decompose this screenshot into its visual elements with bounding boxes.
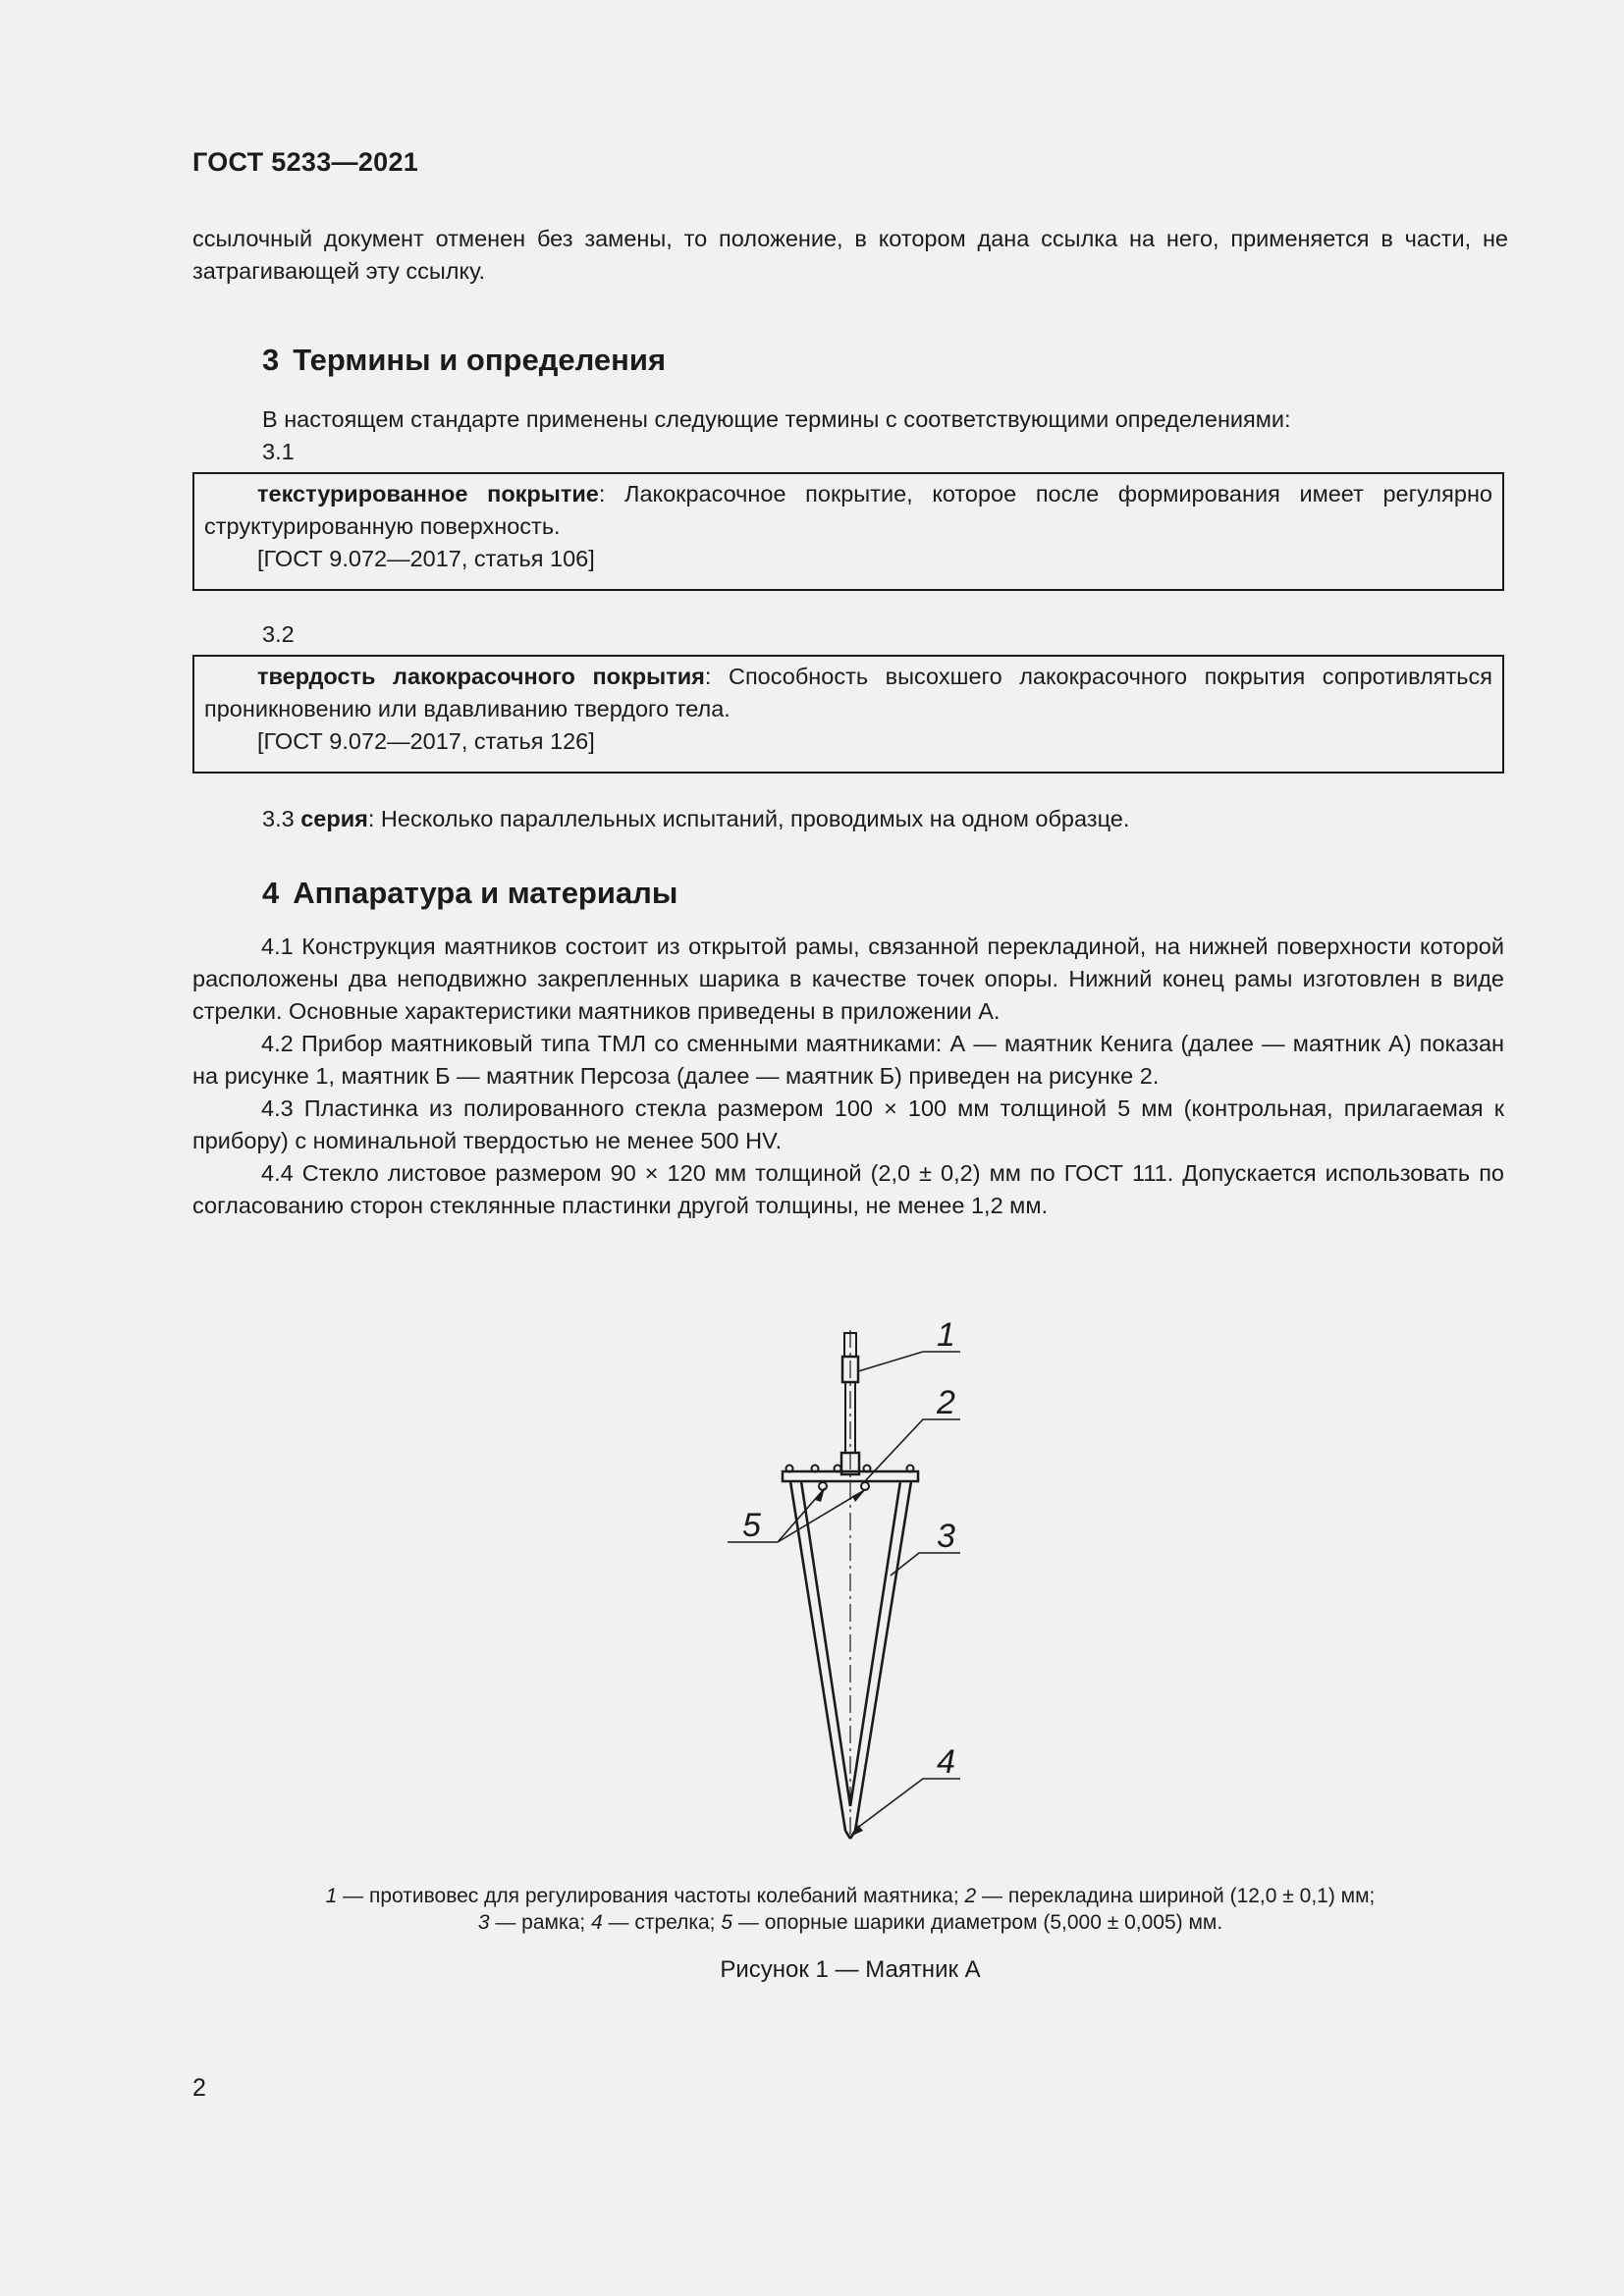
section-3-title: Термины и определения [293, 343, 667, 377]
paragraph-4-2: 4.2 Прибор маятниковый типа ТМЛ со сменными маятниками: А — маятник Кенига (далее — маятник А) показан на рисунке 1, маятник Б — маятник Персоза (далее — маятник Б) приведен на рисунке 2. [192, 1031, 1504, 1089]
term-3-1-definition: : Лакокрасочное покрытие, которое после формирования имеет регулярно структурированную поверхность. [204, 481, 1492, 539]
paragraph-4-1: 4.1 Конструкция маятников состоит из открытой рамы, связанной перекладиной, на нижней поверхности которой расположены два неподвижно закрепленных шарика в качестве точек опоры. Нижний конец рамы изготовлен в виде стрелки. Основные характеристики маятников приведены в приложении А. [192, 934, 1504, 1024]
term-3-3-number: 3.3 [262, 806, 295, 831]
section-4-title: Аппаратура и материалы [293, 876, 678, 910]
figure-label-4: 4 [937, 1743, 955, 1781]
figure-title: Рисунок 1 — Маятник А [720, 1956, 981, 1983]
figure-legend-line-1 [192, 1882, 1508, 1911]
section-4-body [192, 931, 1504, 1222]
section-4-number: 4 [262, 876, 280, 910]
legend-text-4: — стрелка; [602, 1911, 722, 1934]
figure-legend-line-2 [192, 1908, 1508, 1938]
term-3-1-source: [ГОСТ 9.072—2017, статья 106] [257, 546, 595, 571]
term-3-3 [262, 803, 1129, 835]
figure-label-3: 3 [937, 1518, 955, 1555]
term-3-1-term: текстурированное покрытие [257, 481, 599, 507]
term-3-3-term: серия [300, 806, 368, 831]
document-header: ГОСТ 5233—2021 [192, 147, 419, 177]
legend-text-5: — опорные шарики диаметром (5,000 ± 0,005) мм. [732, 1911, 1223, 1934]
legend-num-3: 3 [477, 1911, 490, 1934]
term-3-1-text [204, 478, 1492, 543]
legend-num-5: 5 [721, 1911, 733, 1934]
term-3-1-number: 3.1 [262, 439, 295, 464]
section-3-number: 3 [262, 343, 280, 377]
legend-text-1: — противовес для регулирования частоты колебаний маятника; [337, 1885, 965, 1907]
figure-label-1: 1 [937, 1316, 955, 1354]
term-3-1-box [192, 472, 1504, 591]
figure-label-2: 2 [937, 1384, 955, 1421]
section-4-heading [262, 876, 677, 911]
figure-label-5: 5 [742, 1507, 761, 1544]
page-number: 2 [192, 2074, 206, 2102]
term-3-3-definition: : Несколько параллельных испытаний, проводимых на одном образце. [367, 806, 1130, 831]
term-3-2-term: твердость лакокрасочного покрытия [257, 664, 705, 689]
section-3-intro: В настоящем стандарте применены следующие термины с соответствующими определениями: [262, 406, 1291, 432]
term-3-2-definition: : Способность высохшего лакокрасочного покрытия сопротивляться проникновению или вдавливанию твердого тела. [204, 664, 1492, 721]
legend-text-2: — перекладина шириной (12,0 ± 0,1) мм; [976, 1885, 1376, 1907]
term-3-2-text [204, 661, 1492, 725]
paragraph-4-3: 4.3 Пластинка из полированного стекла размером 100 × 100 мм толщиной 5 мм (контрольная, прилагаемая к прибору) с номинальной твердостью не менее 500 HV. [192, 1095, 1504, 1153]
paragraph-4-4: 4.4 Стекло листовое размером 90 × 120 мм толщиной (2,0 ± 0,2) мм по ГОСТ 111. Допускается использовать по согласованию сторон стеклянные пластинки другой толщины, не менее 1,2 мм. [192, 1160, 1504, 1218]
term-3-2-number: 3.2 [262, 621, 295, 647]
pendulum-figure [727, 1301, 1001, 1870]
legend-num-4: 4 [590, 1911, 603, 1934]
section-3-heading [262, 343, 666, 378]
term-3-2-box [192, 655, 1504, 774]
lead-paragraph: ссылочный документ отменен без замены, то положение, в котором дана ссылка на него, применяется в части, не затрагивающей эту ссылку. [192, 226, 1508, 284]
legend-num-1: 1 [325, 1885, 338, 1907]
legend-num-2: 2 [964, 1885, 977, 1907]
term-3-2-source: [ГОСТ 9.072—2017, статья 126] [257, 728, 595, 754]
legend-text-3: — рамка; [489, 1911, 591, 1934]
